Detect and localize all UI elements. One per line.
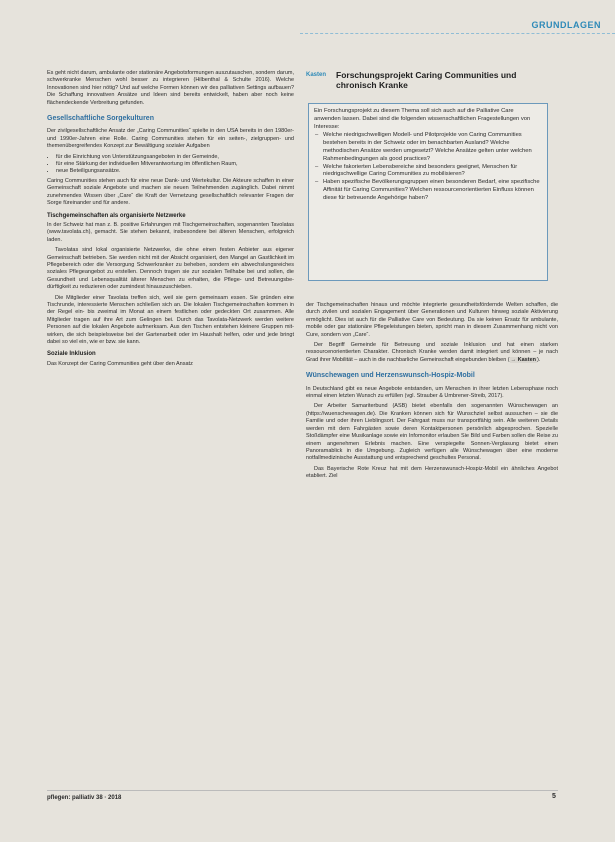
paragraph: der Tischgemeinschaften hinaus und möchte integrierte gesundheitsfördernde Welten schaffen, die durch zivilen und sozialen Engagement über Generationen und Kulturen hinweg soziale Aktivierung ermöglicht. Dies ist auch für die Palliative Care von Bedeutung. Da sie keinen Ersatz für ambulante, mobile oder gar stationäre Pflegeleistungen bieten, spricht man in diesem Zusammenhang nicht von Cure, sondern von „Care“. [306,302,558,338]
paragraph: Caring Communities stehen auch für eine neue Dank- und Wertekultur. Die Akteure schaffen in einer Gemeinschaft soziale Angebote und machen sie neuen Teilnehmenden zugänglich. Dabei nimmt zunehmendes Wissen über „Care“ die Kraft der Vernetzung gesellschaftlich relevanter Fragen der Sorge füreinander und für andere. [47,177,294,207]
subheading-sorgekulturen: Gesellschaftliche Sorgekulturen [47,115,154,123]
journal-name: pflegen: palliativ 38 · 2018 [47,795,122,801]
subheading-tischgemeinschaften: Tischgemeinschaften als organisierte Netzwerke [47,212,186,219]
info-box-header [306,70,558,93]
box-label: Kasten [306,72,327,78]
info-box [308,103,548,281]
paragraph: Das Bayerische Rote Kreuz hat mit dem Herzenswunsch-Hospiz-Mobil ein ähnliches Angebot etabliert. Ziel [306,465,558,480]
box-intro: Ein Forschungsprojekt zu diesem Thema soll sich auch auf die Palliative Care anwenden lassen. Dabei sind die folgenden wissenschaftlichen Fragestellungen von Interesse: [314,108,531,130]
right-column [306,302,558,484]
box-reference: → Kasten [510,356,536,363]
paragraph: In Deutschland gibt es neue Angebote entstanden, um Menschen in ihrer letzten Lebensphase noch einmal einen letzten Wunsch zu erfüllen (vgl. Strauber & Umbrener-Streib, 2017). [306,385,558,400]
subheading-inklusion: Soziale Inklusion [47,351,96,358]
box-list-item: – Welche fakorierten Lebensbereiche sind besonders geeignet, Menschen für niedrigschwellige Caring Communities zu mobilisieren? [323,164,542,180]
paragraph-end: ). [537,356,541,363]
bullet-list [47,154,294,176]
box-list-item: – Haben spezifische Bevölkerungsgruppen einen besonderen Bedarf, eine spezifische Affinität für Caring Communities? Welchen ressourcenorientierten Einfluss können diese für betreuende Angehörige haben? [323,179,542,202]
page-number: 5 [552,793,556,800]
paragraph: Es geht nicht darum, ambulante oder stationäre Angebotsformungen auszutauschen, sondern darum, schwerkranke Menschen wohl besser zu integrieren (Hilbenthal & Schulte 2016). Welche Innovationen sind hier nötig? Und auf welche Formen können wir des palliativen Settings aufbauen? Die Schaffung innovativen Ansätze und Ideen sind bereits entwickelt, haben aber noch keine flächendeckende Verbreitung gefunden. [47,70,294,106]
section-tag: GRUNDLAGEN [531,20,601,30]
box-list-item: – Welche niedrigschwelligen Modell- und Pilotprojekte von Caring Communities bestehen bereits in der Schweiz oder im benachbarten Ausland? Welche methodischen Ansätze werden umgesetzt? Welche Ansätze gelten unter welchen Rahmenbedingungen als good practices? [323,132,542,163]
list-item: • für eine Stärkung der individuellen Mitverantwortung im öffentlichen Raum, [56,161,294,168]
paragraph [306,342,558,364]
list-item: • für die Einrichtung von Unterstützungsangeboten in der Gemeinde, [56,154,294,161]
footer-divider [47,790,558,791]
list-item: • neue Beteiligungsansätze. [56,168,294,175]
paragraph: Das Konzept der Caring Communities geht über den Ansatz [47,360,193,367]
left-column [47,70,294,371]
paragraph: Der zivilgesellschaftliche Ansatz der „Caring Communities“ spielte in den USA bereits in den 1980er- und 1990er-Jahren eine Rolle. Caring Communities stehen für ein seiten-, zielgruppen- und themenübergreifendes Konzept zur Bewältigung sozialer Aufgaben [47,128,294,150]
paragraph: In der Schweiz hat man z. B. positive Erfahrungen mit Tischgemeinschaften, sogenannten Tavolatas (www.tavolata.ch), gemacht. Sie stehen bekannt, insbesondere bei älteren Menschen, erfolgreich laden. [47,221,294,243]
header-divider [300,33,615,35]
paragraph: Die Mitglieder einer Tavolata treffen sich, weil sie gern gemeinsam essen. Sie gründen eine Tischrunde, interessierte Menschen schließen sich an. Die lokalen Tischgemeinschaften kommen in der Regel ein- bis zweimal im Monat an einem festlichen oder gedeckten Ort zusammen. Alle Mitglieder tragen auf ihre Art zum Gelingen bei. Durch das Tavolata-Netzwerk werden weitere Personen auf die lokalen Angebote aufmerksam. Aus den Tischen entstehen kleinere Gruppen mitwirken, die sich beispielsweise bei der Gartenarbeit oder im Haushalt helfen, oder und jede bringt dabei so viel ein, wie er bzw. sie kann. [47,294,294,345]
paragraph-text: Der Begriff Gemeinde für Betreuung und soziale Inklusion und hat einen starken ressourcenorientierten Charakter. Chronisch Kranke werden damit integriert und können – je nach Grad ihrer Mobilität – auch in die nachbarliche Gemeinschaft eingebunden bleiben ( [306,342,558,363]
paragraph: Der Arbeiter Samariterbund (ASB) bietet ebenfalls den sogenannten Wünschewagen an (https://wuenschewagen.de). Die Kranken können sich für Wunschziel selbst aussuchen – sie die Familie und oder ihren Lieblingsort. Der Fahrgast muss nur transportfähig sein. Alle weiteren Details werden mit dem Fahrgästen sowie deren Kontaktpersonen persönlich abgesprochen. Spezielle Stoßdämpfer eine Musikanlage sowie ein Infomonitor erlauben Sie Bild und Farben sollen die Reise zu einem angenehmen Erlebnis machen. Eine verspiegelte Sonnen-Verglasung bietet einen Panoramablick in die Umgebung. Zugleich verfügen alle Wünschewagen über eine moderne notfallmedizinische Ausstattung und entsprechend geschultes Personal. [306,403,558,462]
subheading-wuenschewagen: Wünschewagen und Herzenswunsch-Hospiz-Mobil [306,372,475,380]
paragraph: Tavolatas sind lokal organisierte Netzwerke, die ohne einen festen Anbieter aus eigener Gemeinschaft betrieben. Sie werden nicht mit der Absicht organisiert, den Mangel an Gastlichkeit im Pflegebereich oder die Versorgung Schwerkranker zu beheben, sondern ein abwechslungsreiches soziales Pflegeangebot zu erstellen. Dennoch tragen sie zur sozialen Teilhabe bei und sollen, die Gesundheit und Lebensqualität älterer Menschen zu erhalten, die Pflege- und Betreuungsbedürftigkeit zu reduzieren oder zumindest hinauszuschieben. [47,247,294,291]
box-list [314,132,542,202]
box-title: Forschungsprojekt Caring Communities und chronisch Kranke [336,70,517,90]
